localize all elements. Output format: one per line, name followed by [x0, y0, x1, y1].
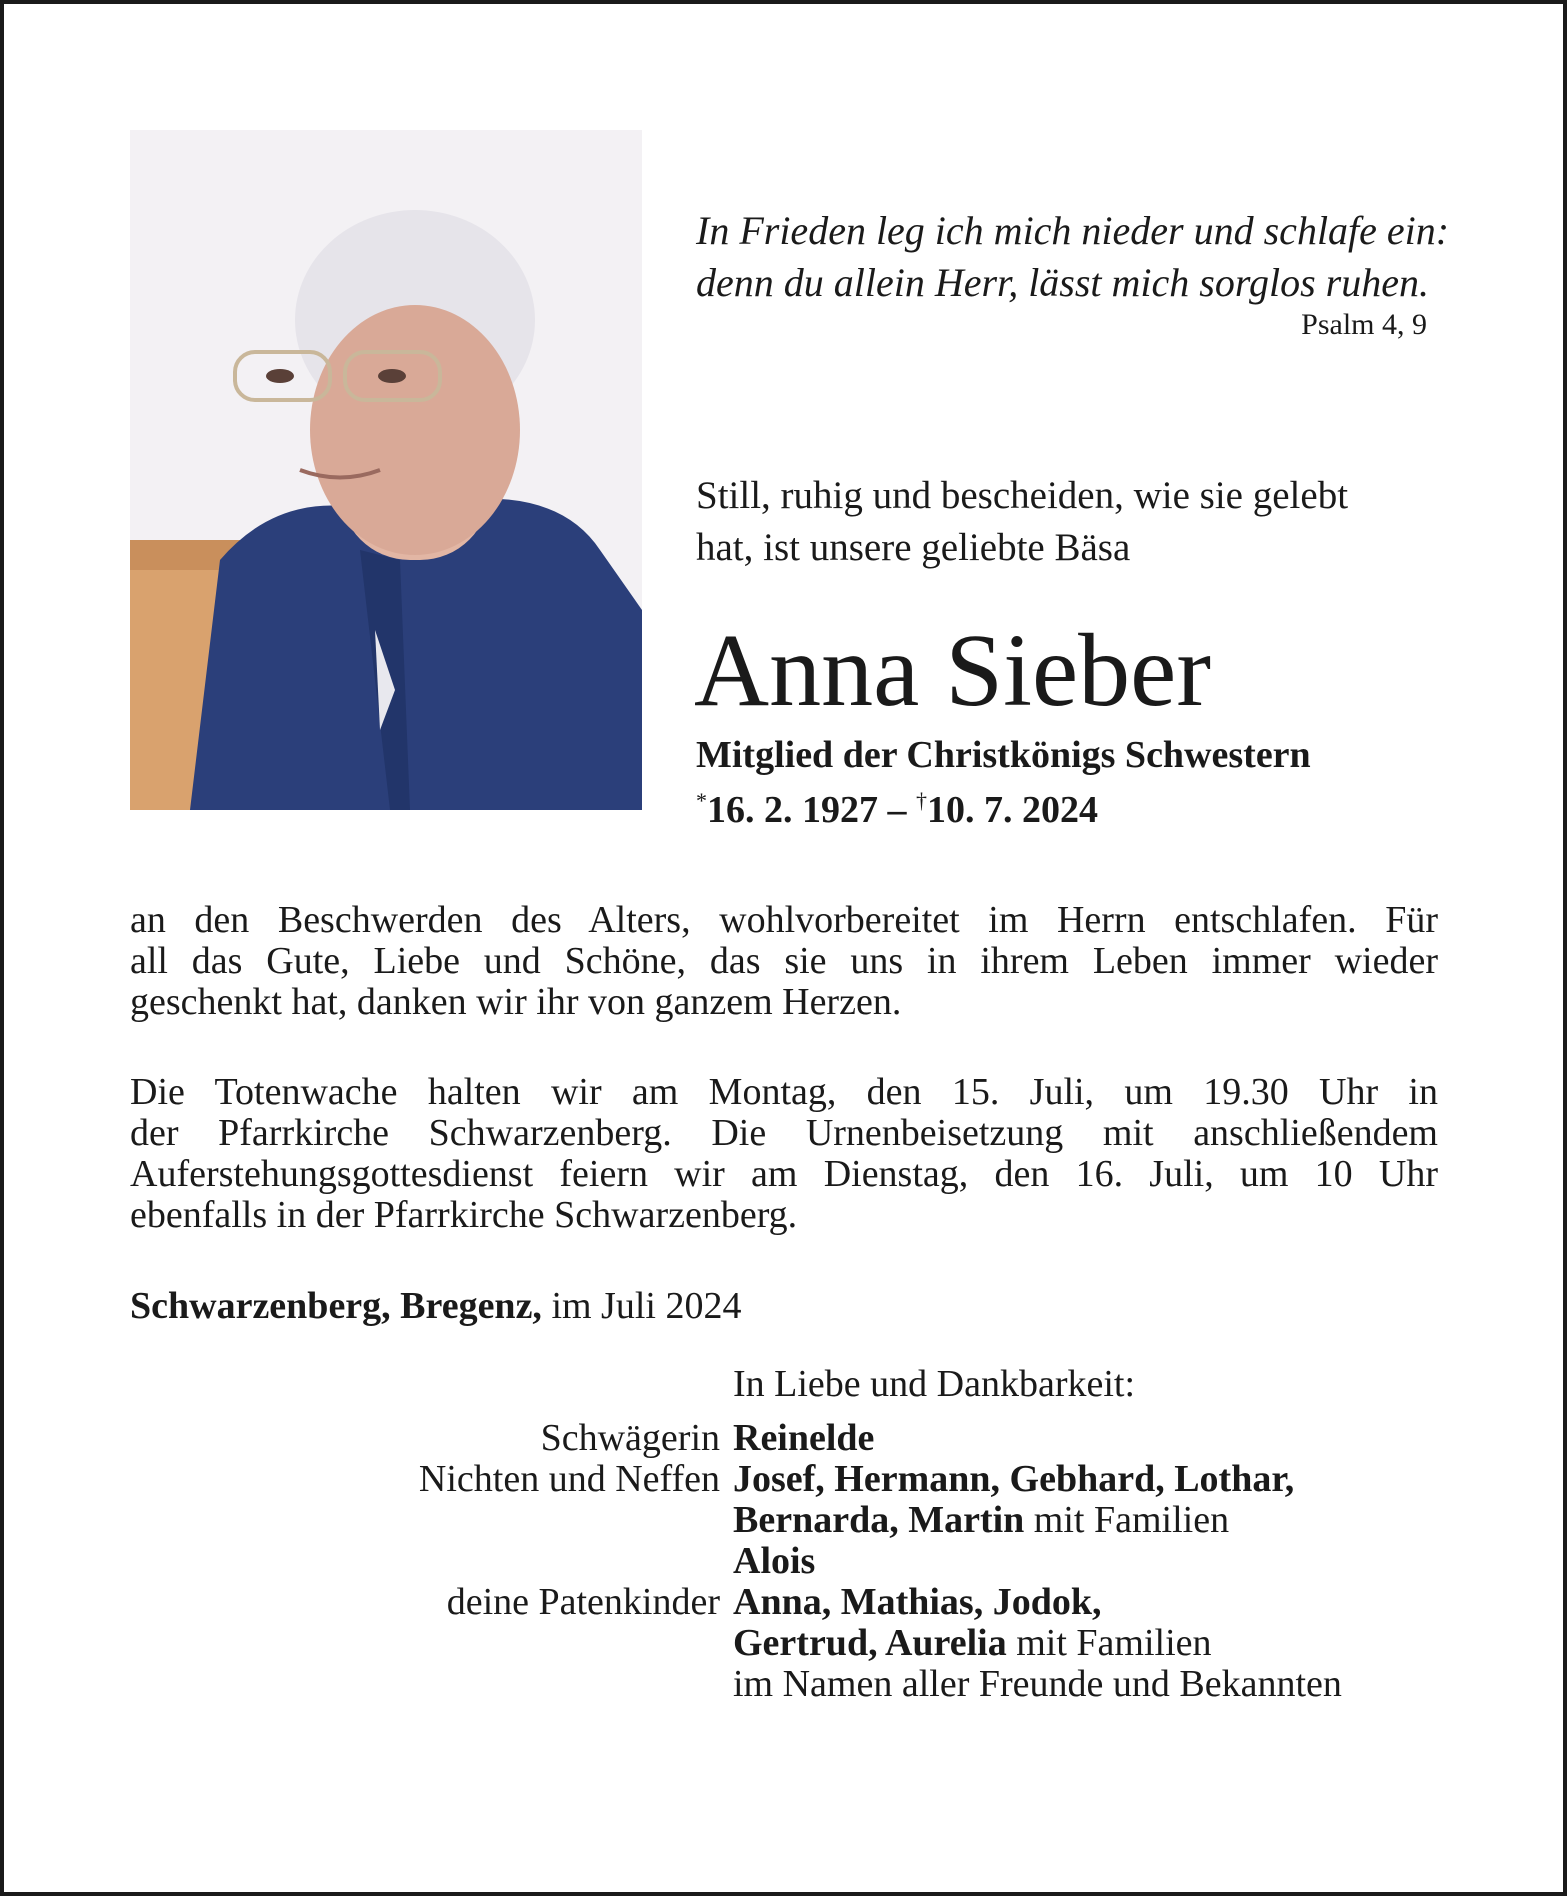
- mourner-names: [733, 1582, 1101, 1623]
- deceased-name: Anna Sieber: [694, 613, 1211, 728]
- mourner-names-bold: Gertrud, Aurelia: [733, 1622, 1007, 1664]
- mourner-names-bold: Reinelde: [733, 1417, 875, 1459]
- body-line: Auferstehungsgottesdienst feiern wir am Dienstag, den 16. Juli, um 10 Uhr: [130, 1153, 1438, 1195]
- body-line: all das Gute, Liebe und Schöne, das sie uns in ihrem Leben immer wieder: [130, 940, 1438, 982]
- mourner-names: [733, 1500, 1229, 1541]
- place-location: Schwarzenberg, Bregenz,: [130, 1285, 542, 1327]
- mourner-row: [0, 1459, 1567, 1500]
- body-line: der Pfarrkirche Schwarzenberg. Die Urnenbeisetzung mit anschließendem: [130, 1112, 1438, 1154]
- mourner-names-bold: Bernarda, Martin: [733, 1499, 1025, 1541]
- body-line: ebenfalls in der Pfarrkirche Schwarzenberg.: [130, 1194, 798, 1236]
- mourner-names-bold: Anna, Mathias, Jodok,: [733, 1581, 1102, 1623]
- quote-line: In Frieden leg ich mich nieder und schlafe ein:: [696, 208, 1450, 253]
- mourner-row: [0, 1418, 1567, 1459]
- mourner-names-bold: Josef, Hermann, Gebhard, Lothar,: [733, 1458, 1295, 1500]
- mourner-names: [733, 1459, 1294, 1500]
- body-paragraph: [130, 1072, 1438, 1236]
- mourner-row: [0, 1623, 1567, 1664]
- body-line: an den Beschwerden des Alters, wohlvorbereitet im Herrn entschlafen. Für: [130, 899, 1438, 941]
- psalm-quote: [696, 205, 1450, 309]
- body-line: geschenkt hat, danken wir ihr von ganzem Herzen.: [130, 981, 902, 1023]
- place-and-date: [130, 1283, 741, 1329]
- mourner-role: Schwägerin: [540, 1417, 720, 1459]
- mourner-names: [733, 1418, 874, 1459]
- mourner-names: im Namen aller Freunde und Bekannten: [733, 1663, 1342, 1705]
- mourners-list: [0, 1418, 1567, 1705]
- mourner-row: [0, 1582, 1567, 1623]
- body-line: Die Totenwache halten wir am Montag, den 15. Juli, um 19.30 Uhr in: [130, 1071, 1438, 1113]
- mourner-role: Nichten und Neffen: [418, 1458, 720, 1500]
- portrait-illustration: [130, 130, 642, 810]
- signoff: In Liebe und Dankbarkeit:: [733, 1363, 1136, 1405]
- birth-symbol: *: [696, 788, 707, 813]
- intro-line: hat, ist unsere geliebte Bäsa: [696, 526, 1131, 569]
- mourner-role: deine Patenkinder: [446, 1581, 720, 1623]
- death-date: 10. 7. 2024: [927, 789, 1098, 831]
- date-separator: –: [878, 789, 916, 831]
- mourner-suffix: mit Familien: [1024, 1499, 1230, 1541]
- intro-line: Still, ruhig und bescheiden, wie sie gelebt: [696, 474, 1349, 517]
- deceased-subtitle: Mitglied der Christkönigs Schwestern: [696, 734, 1311, 776]
- mourner-row: [0, 1500, 1567, 1541]
- birth-date: 16. 2. 1927: [707, 789, 878, 831]
- mourner-row: [0, 1664, 1567, 1705]
- mourner-names-bold: Alois: [733, 1540, 816, 1582]
- intro-text: [696, 470, 1441, 574]
- quote-source: Psalm 4, 9: [1301, 308, 1427, 341]
- mourner-names: [733, 1541, 815, 1582]
- life-dates: [696, 778, 1098, 833]
- portrait-photo: [130, 130, 642, 810]
- death-symbol: †: [916, 788, 927, 813]
- mourner-suffix: mit Familien: [1006, 1622, 1212, 1664]
- quote-line: denn du allein Herr, lässt mich sorglos ruhen.: [696, 260, 1429, 305]
- place-date: im Juli 2024: [541, 1285, 742, 1327]
- body-paragraph: [130, 900, 1438, 1023]
- mourner-row: [0, 1541, 1567, 1582]
- mourner-names: [733, 1623, 1212, 1664]
